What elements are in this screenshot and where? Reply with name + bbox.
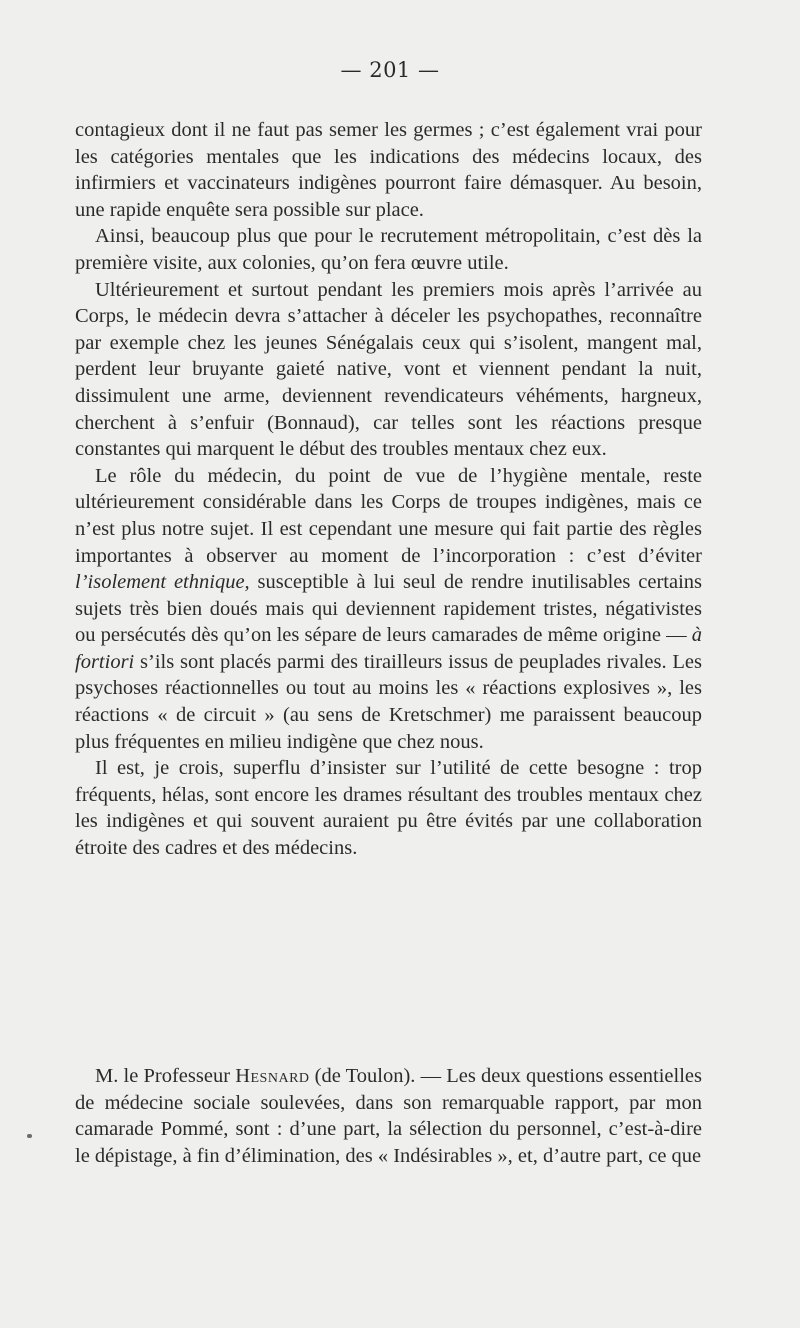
paragraph-4-part-a: Le rôle du médecin, du point de vue de l’hygiène mentale, reste ultérieurement considérable dans les Corps de troupes indigènes, mais ce n’est plus notre sujet. Il est cependant une mesure qui fait partie des règles importantes à observer au moment de l’incorporation : c’est d’éviter — [75, 464, 702, 567]
paragraph-4-part-b: susceptible à lui seul de rendre inutilisables certains sujets très bien doués mais qui deviennent rapidement tristes, négativistes ou persécutés dès qu’on les sépare de leurs camarades de même origine — — [75, 571, 702, 647]
italic-isolement-ethnique: l’isolement ethnique, — [75, 571, 250, 594]
speaker-text: (de Toulon). — Les deux questions essentielles de médecine sociale soulevées, dans son remarquable rapport, par mon camarade Pommé, sont : d’une part, la sélection du personnel, c’est-à-dire le dépistage, à fin d’élimination, des « Indésirables », et, d’autre part, ce que — [75, 1065, 702, 1167]
paragraph-3: Ultérieurement et surtout pendant les premiers mois après l’arrivée au Corps, le médecin devra s’attacher à déceler les psychopathes, reconnaître par exemple chez les jeunes Sénégalais ceux qui s’isolent, mangent mal, perdent leur bruyante gaieté native, vont et viennent pendant la nuit, dissimulent une arme, deviennent revendicateurs véhéments, hargneux, cherchent à s’enfuir (Bonnaud), car telles sont les réactions presque constantes qui marquent le début des troubles mentaux chez eux. — [75, 278, 702, 461]
speaker-prefix: M. le Professeur — [95, 1065, 236, 1087]
paragraph-4-part-c: s’ils sont placés parmi des tirailleurs issus de peuplades rivales. Les psychoses réactionnelles ou tout au moins les « réactions explosives », les réactions « de circuit » (au sens de Kretschmer) me paraissent beaucoup plus fréquentes en milieu indigène que chez nous. — [75, 650, 702, 753]
paragraph-4 — [75, 463, 702, 756]
paragraph-hesnard — [75, 1063, 702, 1169]
paragraph-1: contagieux dont il ne faut pas semer les germes ; c’est également vrai pour les catégories mentales que les indications des médecins locaux, des infirmiers et vaccinateurs indigènes pourront faire démasquer. Au besoin, une rapide enquête sera possible sur place. — [75, 119, 702, 221]
page-number: — 201 — — [340, 58, 440, 82]
body-text-section-2 — [75, 1063, 702, 1169]
paragraph-5: Il est, je crois, superflu d’insister sur l’utilité de cette besogne : trop fréquents, hélas, sont encore les drames résultant des troubles mentaux chez les indigènes et qui souvent auraient pu être évités par une collaboration étroite des cadres et des médecins. — [75, 757, 702, 860]
body-text-section-1 — [75, 117, 702, 862]
paragraph-2: Ainsi, beaucoup plus que pour le recrutement métropolitain, c’est dès la première visite, aux colonies, qu’on fera œuvre utile. — [75, 225, 702, 274]
italic-a-fortiori: à fortiori — [75, 624, 702, 673]
speaker-name: Hesnard — [235, 1065, 310, 1087]
margin-mark — [27, 1134, 32, 1138]
